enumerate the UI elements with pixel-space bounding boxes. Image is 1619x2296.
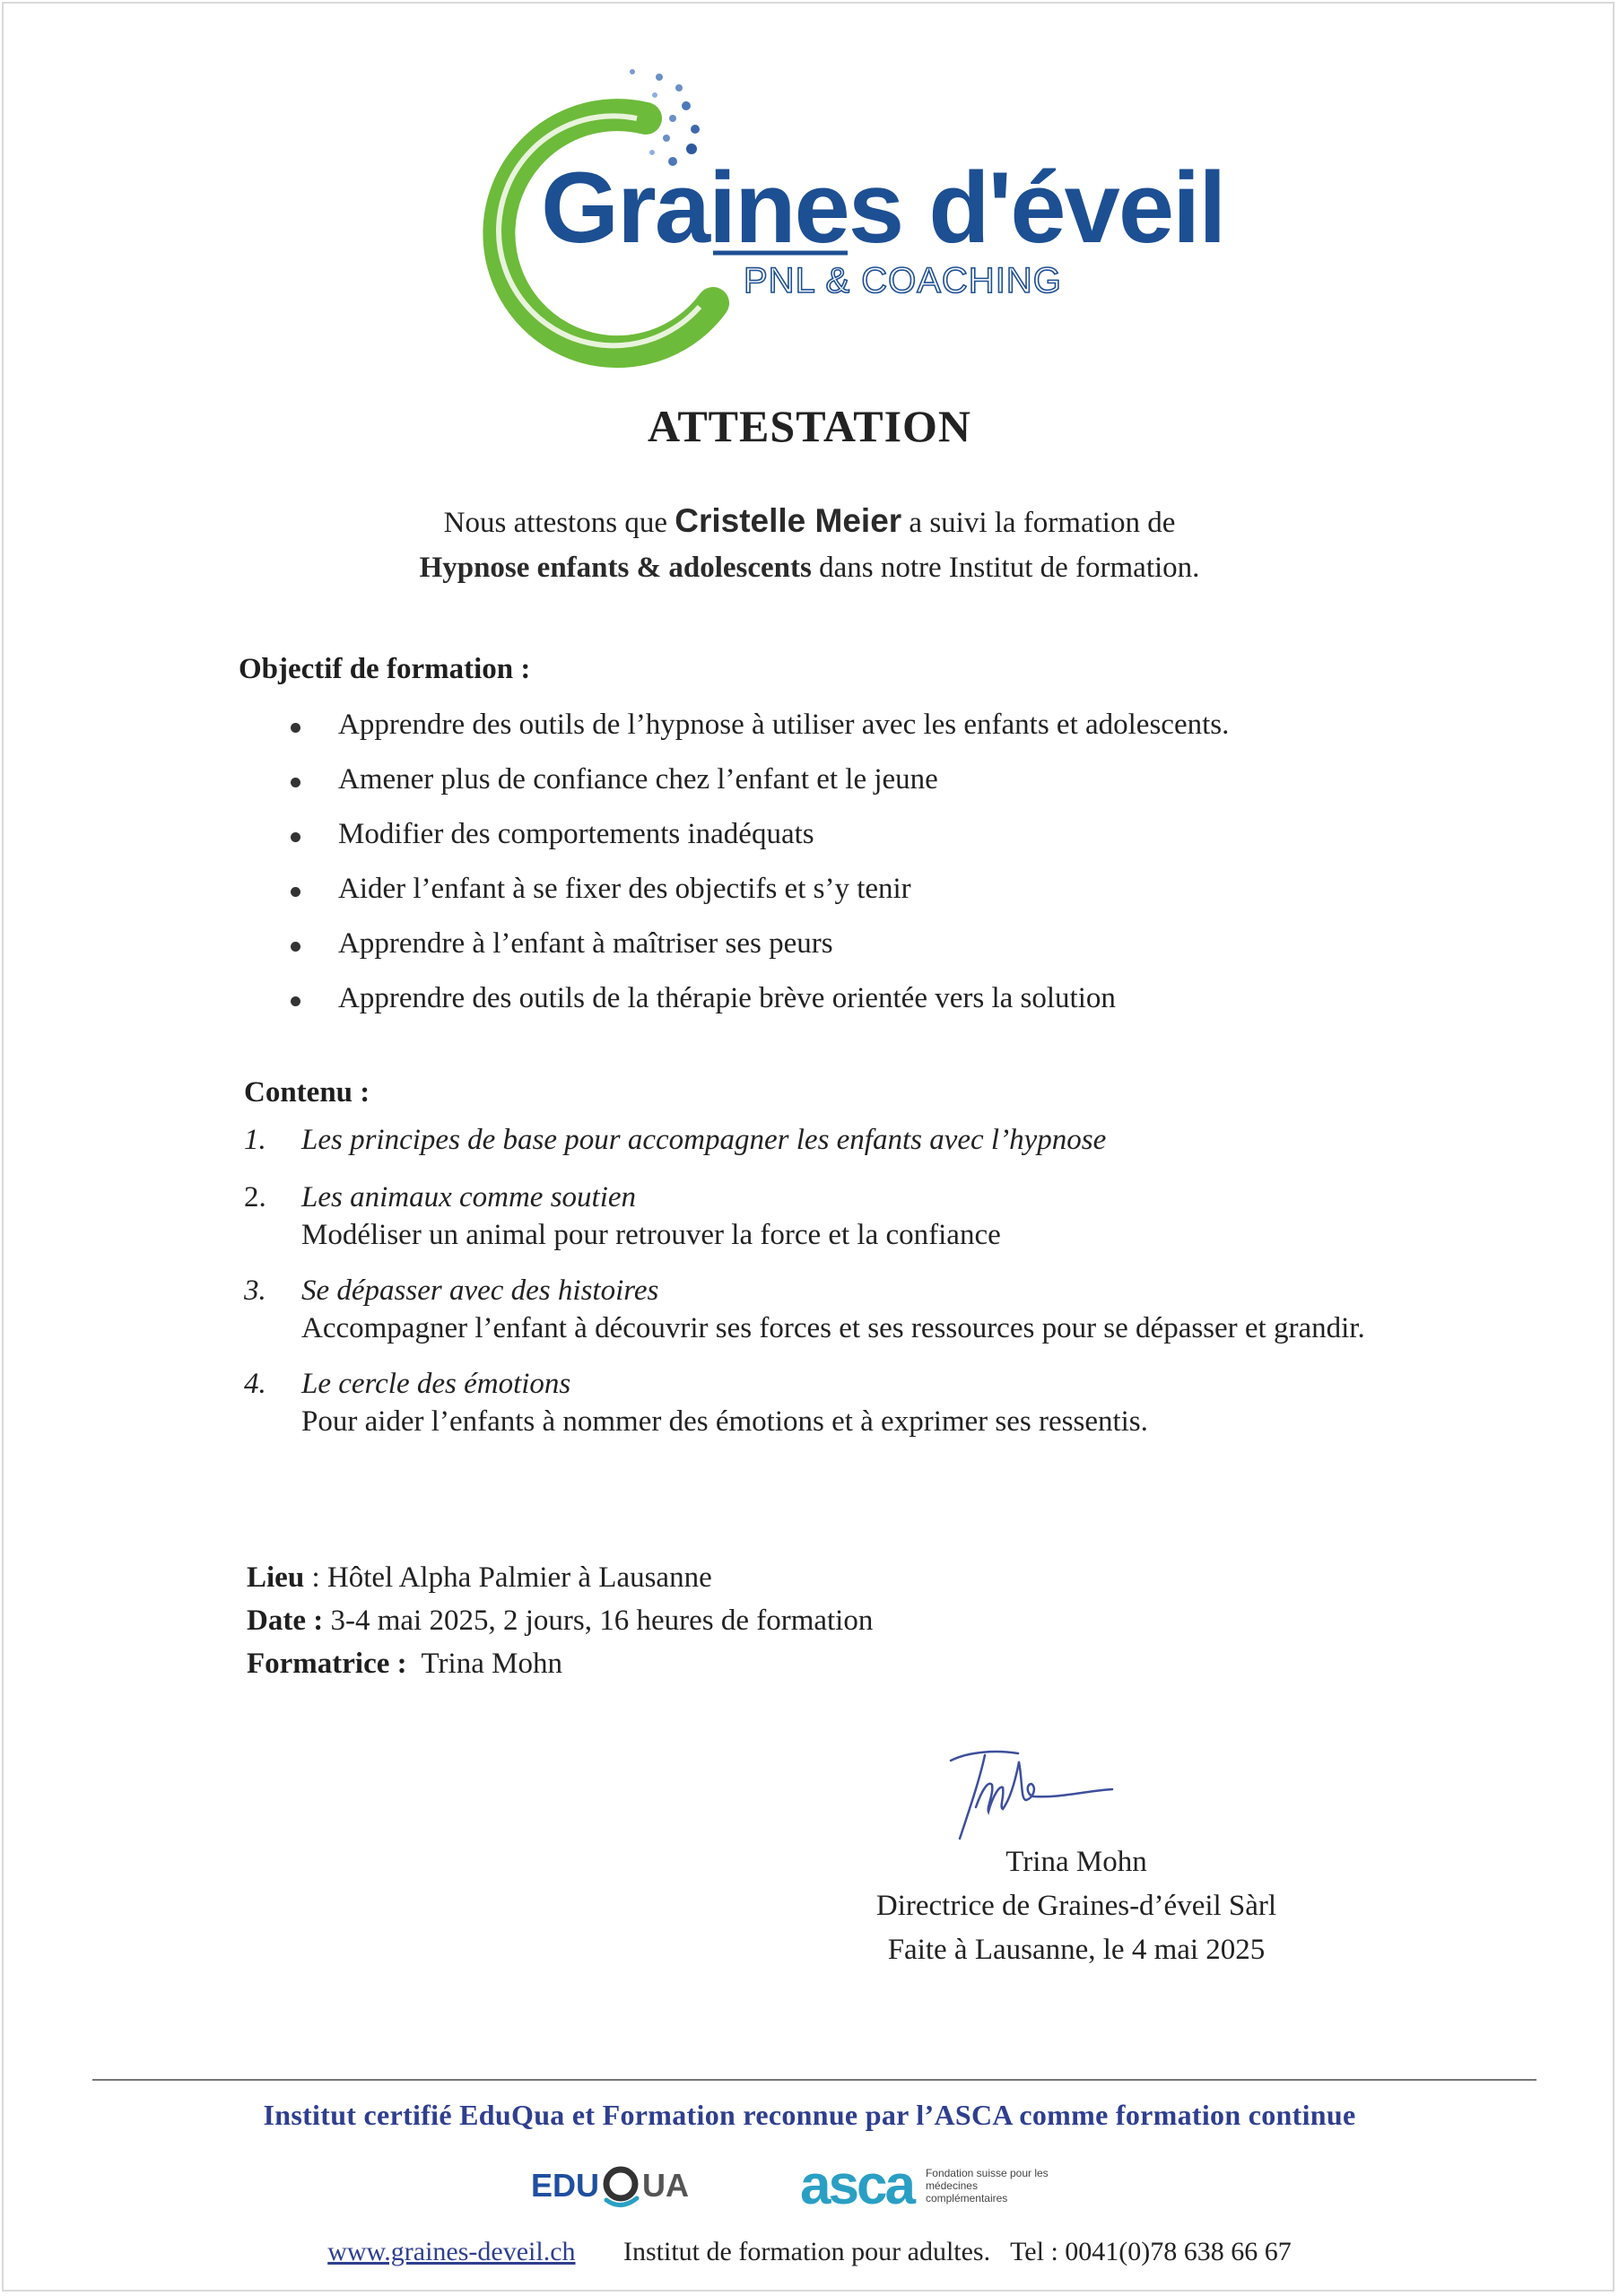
info-date xyxy=(247,1599,1323,1642)
content-item-number: 4. xyxy=(244,1368,266,1400)
signer-place-date: Faite à Lausanne, le 4 mai 2025 xyxy=(887,1934,1266,1966)
list-item: Apprendre à l’enfant à maîtriser ses peurs xyxy=(287,917,1453,971)
asca-word: asca xyxy=(800,2154,913,2216)
footer-divider xyxy=(92,2079,1536,2081)
content-item-number: 2. xyxy=(244,1181,266,1213)
phone-text: Tel : 0041(0)78 638 66 67 xyxy=(1010,2237,1292,2266)
info-date-label: Date : xyxy=(247,1605,324,1637)
list-item: Aider l’enfant à se fixer des objectifs et s’y tenir xyxy=(287,862,1453,917)
info-lieu-label: Lieu xyxy=(247,1561,305,1594)
signer-role: Directrice de Graines-d’éveil Sàrl xyxy=(875,1890,1277,1922)
eduqua-left-text: EDU xyxy=(531,2167,600,2204)
info-formatrice-label: Formatrice : xyxy=(247,1648,407,1680)
course-name: Hypnose enfants & adolescents xyxy=(419,552,812,584)
signer-name: Trina Mohn xyxy=(1005,1846,1147,1878)
content-item-desc: Modéliser un animal pour retrouver la force et la confiance xyxy=(301,1219,1001,1251)
intro-pre-name: Nous attestons que xyxy=(443,507,667,539)
objectives-heading: Objectif de formation : xyxy=(239,653,531,685)
list-item: Amener plus de confiance chez l’enfant et le jeune xyxy=(287,752,1453,807)
eduqua-logo xyxy=(531,2159,689,2213)
handwritten-signature xyxy=(933,1744,1148,1852)
signer-block xyxy=(762,1840,1390,1972)
info-formatrice-value: Trina Mohn xyxy=(421,1648,562,1680)
content-item-number: 1. xyxy=(244,1124,266,1156)
brand-logo xyxy=(444,63,1225,332)
website-link[interactable]: www.graines-deveil.ch xyxy=(327,2237,576,2266)
asca-fine-print: Fondation suisse pour les médecines complémentaires xyxy=(925,2167,1049,2205)
list-item: Modifier des comportements inadéquats xyxy=(287,807,1453,862)
content-item xyxy=(244,1178,1410,1254)
logo-tagline-text: PNL & COACHING xyxy=(744,261,1062,300)
content-item xyxy=(244,1272,1449,1347)
content-item-title: Se dépasser avec des histoires xyxy=(301,1274,659,1307)
info-date-value: 3-4 mai 2025, 2 jours, 16 heures de formation xyxy=(330,1605,874,1637)
content-item-title: Les principes de base pour accompagner les enfants avec l’hypnose xyxy=(301,1124,1107,1156)
info-lieu-value: Hôtel Alpha Palmier à Lausanne xyxy=(326,1561,712,1594)
content-item-number: 3. xyxy=(244,1274,266,1307)
info-formatrice xyxy=(247,1642,1323,1685)
list-item: Apprendre des outils de la thérapie brève orientée vers la solution xyxy=(287,971,1453,1026)
intro-line-2 xyxy=(0,545,1619,590)
training-info xyxy=(247,1556,1323,1685)
certification-line: Institut certifié EduQua et Formation reconnue par l’ASCA comme formation continue xyxy=(263,2099,1356,2131)
intro-post-course: dans notre Institut de formation. xyxy=(819,552,1200,584)
institute-text: Institut de formation pour adultes. xyxy=(623,2237,991,2266)
intro-line-1 xyxy=(0,499,1619,545)
eduqua-q-icon xyxy=(601,2164,640,2207)
logo-brand-text: Graines d'éveil xyxy=(541,152,1225,264)
contact-line xyxy=(0,2237,1619,2267)
content-item-title: Les animaux comme soutien xyxy=(301,1181,637,1213)
objectives-list xyxy=(287,698,1453,1026)
content-item-desc: Pour aider l’enfants à nommer des émotions et à exprimer ses ressentis. xyxy=(301,1405,1148,1438)
list-item: Apprendre des outils de l’hypnose à utiliser avec les enfants et adolescents. xyxy=(287,698,1453,752)
content-item xyxy=(244,1365,1410,1440)
participant-name: Cristelle Meier xyxy=(675,502,902,539)
intro-post-name: a suivi la formation de xyxy=(909,507,1176,539)
info-lieu: Lieu : Hôtel Alpha Palmier à Lausanne xyxy=(247,1561,712,1594)
content-item xyxy=(244,1121,1410,1159)
content-item-title: Le cercle des émotions xyxy=(301,1368,571,1400)
intro-paragraph xyxy=(0,499,1619,590)
document-title: ATTESTATION xyxy=(647,401,972,451)
content-heading: Contenu : xyxy=(244,1076,370,1109)
content-list xyxy=(244,1121,1410,1440)
asca-logo xyxy=(800,2154,1051,2217)
content-item-desc: Accompagner l’enfant à découvrir ses forces et ses ressources pour se dépasser et grandir. xyxy=(301,1312,1365,1344)
eduqua-right-text: UA xyxy=(642,2167,690,2204)
